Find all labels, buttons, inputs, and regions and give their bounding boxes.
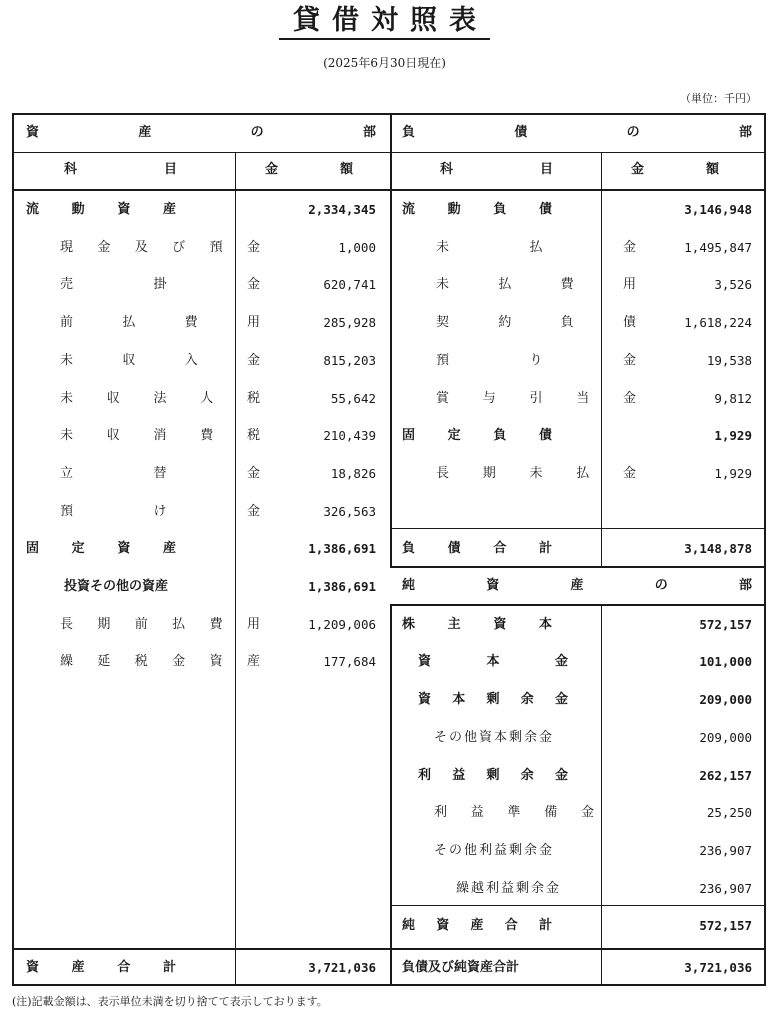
as-of-date: (2025年6月30日現在) <box>323 56 446 70</box>
left-row <box>14 191 388 229</box>
amount-value: 1,209,006 <box>308 616 376 632</box>
right-row <box>390 870 764 908</box>
right-column-headers <box>390 152 764 188</box>
right-row <box>390 417 764 455</box>
right-row <box>390 643 764 681</box>
amount-value: 3,721,036 <box>684 960 752 975</box>
section-char: 部 <box>738 578 752 593</box>
account-label: その他資本剰余金 <box>434 729 555 745</box>
amount-value: 3,146,948 <box>684 202 752 217</box>
left-column-headers <box>14 152 388 188</box>
account-label: 資 産 合 計 <box>26 960 176 975</box>
account-label: 預 け 金 <box>60 503 260 519</box>
amount-header-char: 額 <box>340 162 354 177</box>
amount-value: 620,741 <box>323 277 376 293</box>
amount-value: 18,826 <box>330 465 376 481</box>
amount-value: 572,157 <box>699 918 752 934</box>
section-char: 資 <box>26 125 40 140</box>
account-label: 繰 延 税 金 資 産 <box>60 654 260 670</box>
amount-value: 9,812 <box>714 390 752 406</box>
section-char: の <box>626 125 640 140</box>
account-label: 未 収 入 金 <box>60 352 260 368</box>
right-section-header <box>390 115 764 151</box>
equity-section-header <box>390 568 764 604</box>
amount-value: 236,907 <box>699 842 752 858</box>
account-label: 固 定 資 産 <box>26 541 176 557</box>
amount-value: 209,000 <box>699 729 752 745</box>
amount-value: 3,148,878 <box>684 541 752 557</box>
left-row <box>14 949 388 987</box>
liabilities-equity-column <box>390 115 764 984</box>
left-row <box>14 342 388 380</box>
left-section-header <box>14 115 388 151</box>
account-label: その他利益剰余金 <box>434 842 555 858</box>
left-row <box>14 380 388 418</box>
divider <box>390 905 764 906</box>
amount-value: 1,000 <box>338 239 376 255</box>
item-header-char: 目 <box>164 162 178 177</box>
amount-value: 3,721,036 <box>308 960 376 975</box>
item-header-char: 目 <box>540 162 554 177</box>
account-label: 株 主 資 本 <box>402 616 552 632</box>
amount-value: 55,642 <box>330 390 376 406</box>
amount-value: 19,538 <box>706 352 752 368</box>
right-row <box>390 907 764 945</box>
item-header-char: 科 <box>440 162 454 177</box>
left-row <box>14 606 388 644</box>
account-label: 純 資 産 合 計 <box>402 918 552 934</box>
account-label: 未 払 費 用 <box>436 277 636 293</box>
right-row <box>390 266 764 304</box>
account-label: 投資その他の資産 <box>64 579 169 594</box>
account-label: 負債及び純資産合計 <box>402 960 520 975</box>
right-row <box>390 342 764 380</box>
footnote: (注)記載金額は、表示単位未満を切り捨てて表示しております。 <box>12 995 328 1008</box>
right-row <box>390 832 764 870</box>
right-row <box>390 606 764 644</box>
right-row <box>390 229 764 267</box>
account-label: 資 本 剰 余 金 <box>418 692 568 708</box>
amount-header-char: 額 <box>706 162 720 177</box>
right-row <box>390 304 764 342</box>
account-label: 負 債 合 計 <box>402 541 552 557</box>
account-label: 利 益 剰 余 金 <box>418 767 568 783</box>
account-label: 長 期 未 払 金 <box>436 465 636 481</box>
account-label: 現 金 及 び 預 金 <box>60 239 260 255</box>
left-row <box>14 229 388 267</box>
left-row <box>14 417 388 455</box>
account-label: 利 益 準 備 金 <box>434 805 594 821</box>
divider <box>390 528 764 529</box>
amount-value: 1,386,691 <box>308 541 376 557</box>
amount-value: 2,334,345 <box>308 202 376 217</box>
amount-value: 236,907 <box>699 880 752 896</box>
amount-value: 1,618,224 <box>684 315 752 331</box>
account-label: 預 り 金 <box>436 352 636 368</box>
account-label: 前 払 費 用 <box>60 315 260 331</box>
right-row <box>390 380 764 418</box>
amount-value: 1,929 <box>714 465 752 481</box>
account-label: 立 替 金 <box>60 465 260 481</box>
amount-value: 285,928 <box>323 315 376 331</box>
section-char: 債 <box>514 125 528 140</box>
amount-header-char: 金 <box>631 162 645 177</box>
left-row <box>14 643 388 681</box>
amount-value: 210,439 <box>323 428 376 444</box>
amount-value: 326,563 <box>323 503 376 519</box>
left-row <box>14 530 388 568</box>
account-label: 繰越利益剰余金 <box>456 880 562 896</box>
amount-value: 1,386,691 <box>308 579 376 594</box>
amount-header-char: 金 <box>265 162 279 177</box>
amount-value: 177,684 <box>323 654 376 670</box>
account-label: 未 払 金 <box>436 239 636 255</box>
left-row <box>14 266 388 304</box>
amount-value: 572,157 <box>699 616 752 632</box>
amount-value: 25,250 <box>706 805 752 821</box>
account-label: 固 定 負 債 <box>402 428 552 444</box>
section-char: の <box>654 578 668 593</box>
section-char: 純 <box>402 578 416 593</box>
account-label: 未 収 法 人 税 <box>60 390 260 406</box>
left-row <box>14 304 388 342</box>
right-row <box>390 191 764 229</box>
right-row <box>390 719 764 757</box>
section-char: 資 <box>486 578 500 593</box>
assets-column <box>14 115 392 984</box>
balance-sheet-table <box>12 113 766 986</box>
right-row <box>390 949 764 987</box>
amount-value: 1,495,847 <box>684 239 752 255</box>
account-label: 未 収 消 費 税 <box>60 428 260 444</box>
document-title: 貸借対照表 <box>0 4 769 40</box>
left-row <box>14 568 388 606</box>
right-row <box>390 794 764 832</box>
right-row <box>390 757 764 795</box>
amount-value: 3,526 <box>714 277 752 293</box>
section-char: 産 <box>138 125 152 140</box>
right-row <box>390 455 764 493</box>
item-header-char: 科 <box>64 162 78 177</box>
account-label: 流 動 資 産 <box>26 202 176 217</box>
amount-value: 262,157 <box>699 767 752 783</box>
amount-value: 1,929 <box>714 428 752 444</box>
account-label: 売 掛 金 <box>60 277 260 293</box>
amount-value: 101,000 <box>699 654 752 670</box>
account-label: 長 期 前 払 費 用 <box>60 616 260 632</box>
account-label: 賞 与 引 当 金 <box>436 390 636 406</box>
left-row <box>14 455 388 493</box>
unit-label: （単位：千円） <box>680 92 757 105</box>
section-char: の <box>250 125 264 140</box>
left-row <box>14 493 388 531</box>
section-char: 負 <box>402 125 416 140</box>
right-row <box>390 530 764 568</box>
section-char: 産 <box>570 578 584 593</box>
amount-value: 209,000 <box>699 692 752 708</box>
right-row <box>390 681 764 719</box>
account-label: 資 本 金 <box>418 654 568 670</box>
account-label: 流 動 負 債 <box>402 202 552 217</box>
section-char: 部 <box>738 125 752 140</box>
account-label: 契 約 負 債 <box>436 315 636 331</box>
section-char: 部 <box>362 125 376 140</box>
amount-value: 815,203 <box>323 352 376 368</box>
